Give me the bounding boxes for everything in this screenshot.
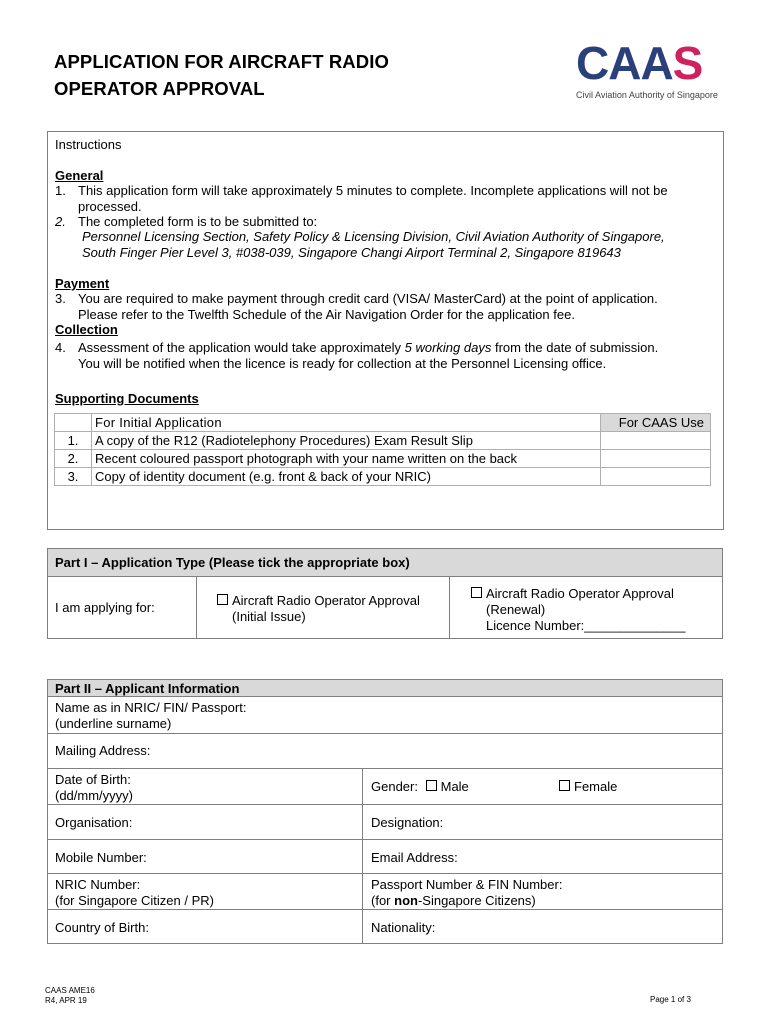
- table-row: 2. Recent coloured passport photograph with your name written on the back: [55, 450, 711, 468]
- designation-field[interactable]: Designation:: [362, 804, 723, 840]
- nric-number-field[interactable]: NRIC Number: (for Singapore Citizen / PR): [47, 873, 363, 910]
- country-of-birth-field[interactable]: Country of Birth:: [47, 909, 363, 944]
- caas-use-cell: [601, 432, 711, 450]
- logo-wordmark: CAAS: [576, 37, 703, 89]
- female-checkbox[interactable]: [559, 780, 570, 791]
- item-number: 2.: [55, 214, 66, 229]
- email-address-field[interactable]: Email Address:: [362, 839, 723, 874]
- title-line-1: APPLICATION FOR AIRCRAFT RADIO: [54, 51, 389, 72]
- title-line-2: OPERATOR APPROVAL: [54, 78, 265, 99]
- mobile-number-field[interactable]: Mobile Number:: [47, 839, 363, 874]
- item-number: 4.: [55, 340, 66, 355]
- item-text: Please refer to the Twelfth Schedule of the Air Navigation Order for the application fee.: [78, 307, 575, 322]
- item-text: This application form will take approximately 5 minutes to complete. Incomplete applications will not be: [78, 183, 668, 198]
- name-field[interactable]: Name as in NRIC/ FIN/ Passport: (underline surname): [47, 696, 723, 734]
- general-heading: General: [55, 168, 104, 183]
- page-number: Page 1 of 3: [650, 995, 691, 1004]
- item-text: The completed form is to be submitted to:: [78, 214, 318, 229]
- caas-use-cell: [601, 450, 711, 468]
- table-header: For Initial Application: [92, 414, 601, 432]
- caas-use-cell: [601, 468, 711, 486]
- item-text: You are required to make payment through credit card (VISA/ MasterCard) at the point of application.: [78, 291, 658, 306]
- caas-use-header: For CAAS Use: [601, 414, 711, 432]
- item-text: processed.: [78, 199, 142, 214]
- date-of-birth-field[interactable]: Date of Birth: (dd/mm/yyyy): [47, 768, 363, 805]
- logo-subtitle: Civil Aviation Authority of Singapore: [576, 90, 718, 100]
- supporting-documents-table: [54, 413, 711, 486]
- passport-fin-field[interactable]: Passport Number & FIN Number: (for non-Singapore Citizens): [362, 873, 723, 910]
- instructions-heading: Instructions: [55, 137, 122, 152]
- gender-field: Gender: Male Female: [362, 768, 723, 805]
- footer-form-code: CAAS AME16 R4, APR 19: [45, 986, 95, 1005]
- payment-heading: Payment: [55, 276, 110, 291]
- table-row: 1. A copy of the R12 (Radiotelephony Procedures) Exam Result Slip: [55, 432, 711, 450]
- caas-logo: [576, 37, 728, 100]
- initial-issue-checkbox[interactable]: [217, 594, 228, 605]
- item-number: 3.: [55, 291, 66, 306]
- table-header-row: [55, 414, 711, 432]
- part2-heading: Part II – Applicant Information: [47, 679, 723, 697]
- renewal-checkbox[interactable]: [471, 587, 482, 598]
- option-renewal[interactable]: Aircraft Radio Operator Approval (Renewal) Licence Number:______________: [449, 576, 723, 639]
- licence-number-field[interactable]: Licence Number:______________: [486, 618, 686, 633]
- item-text: You will be notified when the licence is ready for collection at the Personnel Licensing office.: [78, 356, 607, 371]
- supporting-documents-heading: Supporting Documents: [55, 391, 199, 406]
- item-number: 1.: [55, 183, 66, 198]
- part1-heading: Part I – Application Type (Please tick the appropriate box): [47, 548, 723, 577]
- table-row: 3. Copy of identity document (e.g. front & back of your NRIC): [55, 468, 711, 486]
- mailing-address-field[interactable]: Mailing Address:: [47, 733, 723, 769]
- option-initial-issue[interactable]: Aircraft Radio Operator Approval (Initial Issue): [196, 576, 450, 639]
- applying-for-label: I am applying for:: [47, 576, 197, 639]
- item-text: Assessment of the application would take approximately 5 working days from the date of submission.: [78, 340, 659, 355]
- male-checkbox[interactable]: [426, 780, 437, 791]
- form-title: [54, 48, 389, 102]
- female-option: Female: [559, 779, 617, 795]
- collection-heading: Collection: [55, 322, 118, 337]
- nationality-field[interactable]: Nationality:: [362, 909, 723, 944]
- organisation-field[interactable]: Organisation:: [47, 804, 363, 840]
